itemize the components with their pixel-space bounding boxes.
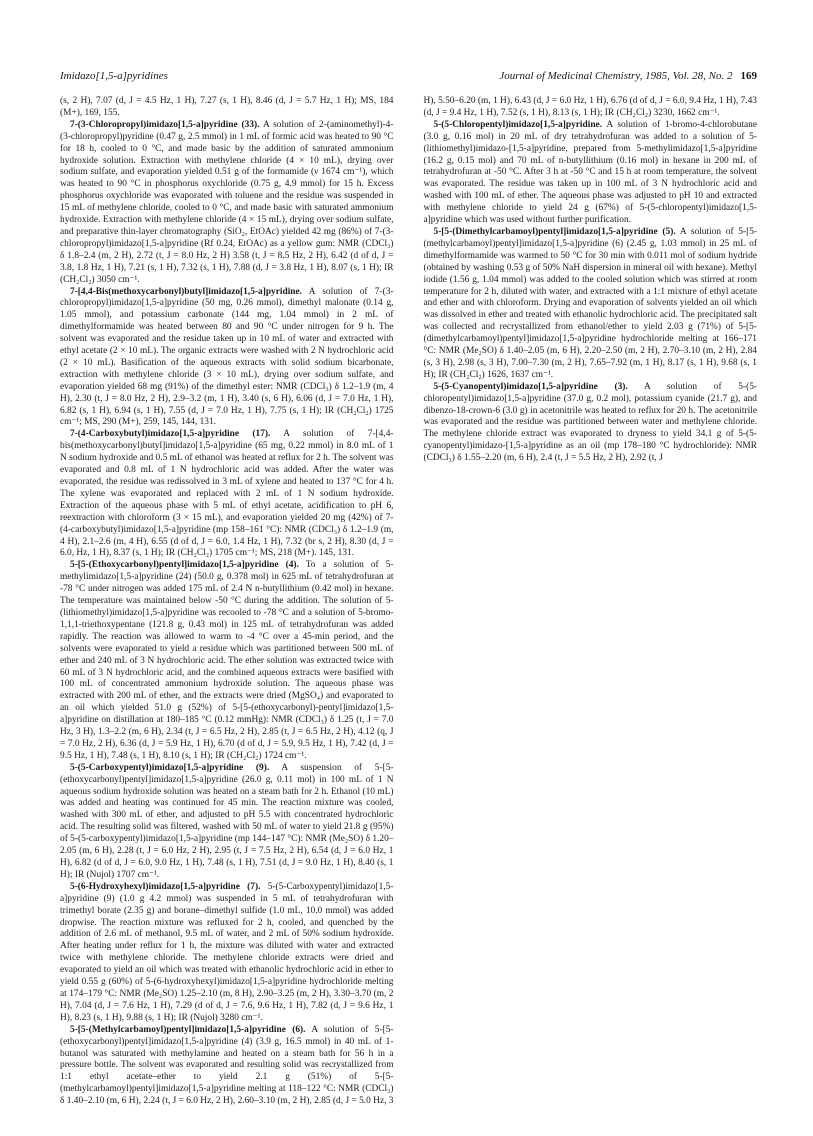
paragraph-text: A solution of 7-[4,4-bis(methoxycarbonyl)butyl]imidazo[1,5-a]pyridine (65 mg, 0.22 mmol) in 8.0 mL of 1 N sodium hydroxide and 0.5 mL of ethanol was heated at reflux for 2 h. The solvent was evaporated and 0.8 mL of 1 N hydrochloric acid was added. After the water was evaporated, the residue was redissolved in 3 mL of xylene and heated to 137 °C for 4 h. The xylene was evaporated and replaced with 2 mL of 1 N sodium hydroxide. Extraction of the aqueous phase with 5 mL of ethyl acetate, acidification to pH 6, reextraction with chloroform (3 × 15 mL), and evaporation yielded 20 mg (42%) of 7-(4-carboxybutyl)imidazo[1,5-a]pyridine (mp 158–161 °C): NMR (CDCl₃) δ 1.2–1.9 (m, 4 H), 2.1–2.6 (m, 4 H), 6.55 (d of d, J = 6.0, 1.4 Hz, 1 H), 7.32 (br s, 2 H), 8.30 (d, J = 6.0, Hz, 1 H), 8.37 (s, 1 H); IR (CH₂Cl₂) 1705 cm⁻¹; MS, 218 (M+). 145, 131. [60,429,394,559]
paragraph [424,382,758,465]
compound-heading: 5-(5-Carboxypentyl)imidazo[1,5-a]pyridine (9). [70,762,270,773]
paragraph-text: A solution of 5-(5-chloropentyl)imidazo[1,5-a]pyridine (37.0 g, 0.2 mol), potassium cyanide (21.7 g), and dibenzo-18-crown-6 (3.0 g) in acetonitrile was heated to reflux for 20 h. The acetonitrile was evaporated and the residue was partitioned between water and methylene chloride. The methylene chloride extract was evaporated to dryness to yield 34.1 g of 5-(5-cyanopentyl)imidazo-[1,5-a]pyridine as an oil (mp 178–180 °C hydrochloride): NMR (CDCl₃) δ 1.55–2.20 (m, 6 H), 2.4 (t, J = 5.5 Hz, 2 H), 2.92 (t, J [423,381,757,464]
paragraph-text: A solution of 2-(aminomethyl)-4-(3-chloropropyl)pyridine (0.47 g, 2.5 mmol) in 1 mL of formic acid was heated to 90 °C for 18 h, cooled to 0 °C, and made basic by the addition of saturated ammonium hydroxide solution. Extraction with methylene chloride (4 × 10 mL), drying over sodium sulfate, and evaporation yielded 0.51 g of the formamide (ν 1674 cm⁻¹), which was heated to 90 °C in phosphorus oxychloride (0.75 g, 4.9 mmol) for 15 h. Excess phosphorus oxychloride was evaporated with toluene and the residue was suspended in 15 mL of methylene chloride, cooled to 0 °C, and made basic with saturated ammonium hydroxide. Extraction with methylene chloride (4 × 15 mL), drying over sodium sulfate, and preparative thin-layer chromatography (SiO₂, EtOAc) yielded 42 mg (86%) of 7-(3-chloropropyl)imidazo[1,5-a]pyridine (Rf 0.24, EtOAc) as a yellow gum: NMR (CDCl₃) δ 1.8–2.4 (m, 2 H), 2.72 (t, J = 8.0 Hz, 2 H) 3.58 (t, J = 8.5 Hz, 2 H), 6.42 (d of d, J = 3.8, 1.8 Hz, 1 H), 7.21 (s, 1 H), 7.32 (s, 1 H), 7.88 (d, J = 3.8 Hz, 1 H), 8.07 (s, 1 H); IR (CH₂Cl₂) 3050 cm⁻¹. [60,119,394,285]
paragraph [60,429,394,560]
paragraph-text: To a solution of 5-methylimidazo[1,5-a]pyridine (24) (50.0 g, 0.378 mol) in 625 mL of tetrahydrofuran at -78 °C under nitrogen was added 175 mL of 2.4 N n-butyllithium (0.42 mol) in hexane. The temperature was maintained below -50 °C during the addition. The solution of 5-(lithiomethyl)imidazo[1,5-a]pyridine was recooled to -78 °C and a solution of 5-bromo-1,1,1-triethoxypentane (121.8 g, 0.43 mol) in 125 mL of tetrahydrofuran was added rapidly. The reaction was allowed to warm to -4 °C over a 45-min period, and the solvents were evaporated to yield a residue which was partitioned between 500 mL of ether and 240 mL of 3 N hydrochloric acid. The ether solution was extracted twice with 60 mL of 3 N hydrochloric acid, and the combined aqueous extracts were basified with 100 mL of concentrated ammonium hydroxide solution. The aqueous phase was extracted with 200 mL of ether, and the extracts were dried (MgSO₄) and evaporated to an oil which yielded 51.0 g (52%) of 5-[5-(ethoxycarbonyl)-pentyl]imidazo[1,5-a]pyridine on distillation at 180–185 °C (0.12 mmHg): NMR (CDCl₃) δ 1.25 (t, J = 7.0 Hz, 3 H), 1.3–2.2 (m, 6 H), 2.34 (t, J = 6.5 Hz, 2 H), 2.85 (t, J = 6.5 Hz, 2 H), 4.12 (q, J = 7.0 Hz, 2 H), 6.36 (d, J = 5.9 Hz, 1 H), 6.70 (d of d, J = 5.9, 9.5 Hz, 1 H), 7.42 (d, J = 9.5 Hz, 1 H), 7.48 (s, 1 H), 8.10 (s, 1 H); IR (CH₂Cl₂) 1724 cm⁻¹. [60,560,394,761]
paragraph-text: (s, 2 H), 7.07 (d, J = 4.5 Hz, 1 H), 7.27 (s, 1 H), 8.46 (d, J = 5.7 Hz, 1 H); MS, 184 (M+), 169, 155. [60,96,394,118]
compound-heading: 5-[5-(Methylcarbamoyl)pentyl]imidazo[1,5-a]pyridine (6). [70,1024,306,1035]
paragraph-text: 5-(5-Carboxypentyl)imidazo[1,5-a]pyridine (9) (1.0 g 4.2 mmol) was suspended in 5 mL of tetrahydrofuran with trimethyl borate (2.35 g) and borane–dimethyl sulfide (1.0 mL, 10.0 mmol) was added dropwise. The reaction mixture was refluxed for 2 h, cooled, and quenched by the addition of 2.6 mL of methanol, 9.5 mL of water, and 2 mL of 50% sodium hydroxide. After heating under reflux for 1 h, the mixture was diluted with water and extracted twice with methylene chloride. The methylene chloride extracts were dried and evaporated to yield an oil which was treated with ethanolic hydrochloric acid in ether to yield 0.55 g (60%) of 5-(6-hydroxyhexyl)imidazo[1,5-a]pyridine hydrochloride melting at 174–179 °C: NMR (Me₂SO) 1.25–2.10 (m, 8 H), 2.90–3.25 (m, 2 H), 3.30–3.70 (m, 2 H), 7.04 (d, J = 7.6 Hz, 1 H), 7.29 (d of d, J = 7.6, 9.6 Hz, 1 H), 7.82 (d, J = 9.6 Hz, 1 H), 8.23 (s, 1 H), 9.88 (s, 1 H); IR (Nujol) 3280 cm⁻¹. [60,881,394,1023]
paragraph [60,96,394,120]
compound-heading: 5-[5-(Ethoxycarbonyl)pentyl]imidazo[1,5-a]pyridine (4). [70,560,299,571]
compound-heading: 7-(4-Carboxybutyl)imidazo[1,5-a]pyridine (17). [70,429,271,440]
paragraph [60,763,394,882]
paragraph-text: A solution of 5-[5-(methylcarbamoyl)pentyl]imidazo[1,5-a]pyridine (6) (2.45 g, 1.03 mmol) in 25 mL of dimethylformamide was warmed to 50 °C for 30 min with 0.011 mol of sodium hydride (obtained by washing 0.53 g of 50% NaH dispersion in mineral oil with hexane). Methyl iodide (1.56 g, 1.04 mmol) was added to the cooled solution which was stirred at room temperature for 2 h, diluted with water, and extracted with a 1:1 mixture of ethyl acetate and ether and with chloroform. Drying and evaporation of solvents yielded an oil which was dissolved in ether and treated with ethanolic hydrochloric acid. The precipitated salt was collected and recrystallized from ethanol/ether to yield 2.03 g (71%) of 5-[5-(dimethylcarbamoyl)pentyl]imidazo[1,5-a]pyridine hydrochloride melting at 166–171 °C: NMR (Me₂SO) δ 1.40–2.05 (m, 6 H), 2.20–2.50 (m, 2 H), 2.70–3.10 (m, 2 H), 2.84 (s, 3 H), 2.98 (s, 3 H), 7.00–7.30 (m, 2 H), 7.65–7.92 (m, 1 H), 8.17 (s, 1 H), 9.68 (s, 1 H); IR (CH₂Cl₂) 1626, 1637 cm⁻¹. [423,226,757,380]
paragraph [60,120,394,287]
paragraph [424,227,758,382]
compound-heading: 5-(5-Cyanopentyl)imidazo[1,5-a]pyridine (3). [433,381,628,392]
running-head-title: Imidazo[1,5-a]pyridines [60,70,168,82]
page-number: 169 [740,70,757,82]
running-head-journal [499,70,757,82]
paragraph-text: A solution of 7-(3-chloropropyl)imidazo[1,5-a]pyridine (50 mg, 0.26 mmol), dimethyl malonate (0.14 g, 1.05 mmol), and potassium carbonate (144 mg, 1.04 mmol) in 2 mL of dimethylformamide was heated between 80 and 90 °C under nitrogen for 9 h. The solvent was evaporated and the residue taken up in 10 mL of water and extracted with ethyl acetate (2 × 10 mL). The organic extracts were washed with 2 N hydrochloric acid (2 × 10 mL). Basification of the aqueous extracts with solid sodium bicarbonate, extraction with methylene chloride (3 × 10 mL), drying over sodium sulfate, and evaporation yielded 68 mg (91%) of the dimethyl ester: NMR (CDCl₃) δ 1.2–1.9 (m, 4 H), 2.30 (t, J = 8.0 Hz, 2 H), 2.9–3.2 (m, 1 H), 3.40 (s, 6 H), 6.06 (d, J = 7.0 Hz, 1 H), 6.82 (s, 1 H), 6.94 (s, 1 H), 7.55 (d, J = 7.0 Hz, 1 H), 7.75 (s, 1 H); IR (CH₂Cl₂) 1725 cm⁻¹; MS, 290 (M+), 259, 145, 144, 131. [60,286,394,428]
paragraph [60,882,394,1025]
paragraph-text: A solution of 5-[5-(ethoxycarbonyl)pentyl]imidazo[1,5-a]pyridine (4) (3.9 g, 16.5 mmol) in 40 mL of 1-butanol was saturated with methylamine and heated on a steam bath for 56 h in a pressure bottle. The solvent was evaporated and resulting solid was recrystallized from 1:1 ethyl acetate–ether to yield 2.1 g (51%) of 5-[5-(methylcarbamoyl)pentyl]imidazo[1,5-a]pyridine melting at 118–122 °C: NMR (CDCl₃) δ 1.40–2.10 (m, 6 H), 2.24 (t, J = 6.0 Hz, 2 H), 2.60–3.10 (m, 2 H), 2.85 (d, J = 5.0 Hz, 3 H), 5.50–6.20 (m, 1 H), 6.43 (d, J = 6.0 Hz, 1 H), 6.76 (d of d, J = 6.0, 9.4 Hz, 1 H), 7.43 (d, J = 9.4 Hz, 1 H), 7.52 (s, 1 H), 8.13 (s, 1 H); IR (CH₂Cl₂) 3230, 1662 cm⁻¹. [60,96,757,1107]
paragraph-text: A suspension of 5-[5-(ethoxycarbonyl)pentyl]imidazo[1,5-a]pyridine (26.0 g, 0.11 mol) in 100 mL of 1 N aqueous sodium hydroxide solution was heated on a steam bath for 2 h. Ethanol (10 mL) was added and heating was continued for 45 min. The reaction mixture was cooled, washed with 300 mL of ether, and adjusted to pH 5.5 with concentrated hydrochloric acid. The resulting solid was filtered, washed with 50 mL of water to yield 21.8 g (95%) of 5-(5-carboxypentyl)imidazo[1,5-a]pyridine (mp 144–147 °C): NMR (Me₂SO) δ 1.20–2.05 (m, 6 H), 2.28 (t, J = 6.0 Hz, 2 H), 2.95 (t, J = 7.5 Hz, 2 H), 6.54 (d, J = 6.0 Hz, 1 H), 6.82 (d of d, J = 6.0, 9.0 Hz, 1 H), 7.48 (s, 1 H), 7.51 (d, J = 9.0 Hz, 1 H), 8.40 (s, 1 H); IR (Nujol) 1707 cm⁻¹. [60,762,394,880]
paragraph [424,120,758,227]
journal-citation: Journal of Medicinal Chemistry, 1985, Vol. 28, No. 2 [499,70,733,82]
running-head [60,70,757,84]
body-text [60,96,757,1114]
compound-heading: 5-[5-(Dimethylcarbamoyl)pentyl]imidazo[1,5-a]pyridine (5). [433,226,676,237]
paragraph [60,560,394,762]
paragraph-text: A solution of 1-bromo-4-chlorobutane (3.0 g, 0.16 mol) in 20 mL of dry tetrahydrofuran was added to a solution of 5-(lithiomethyl)imidazo-[1,5-a]pyridine, prepared from 5-methylimidazo[1,5-a]pyridine (16.2 g, 0.15 mol) and 70 mL of n-butyllithium (0.16 mol) in hexane in 200 mL of tetrahydrofuran at -50 °C. After 3 h at -50 °C and 15 h at room temperature, the solvent was evaporated. The residue was taken up in 100 mL of 3 N hydrochloric acid and washed with 100 mL of ether. The aqueous phase was adjusted to pH 10 and extracted with methylene chloride to yield 24 g (67%) of 5-(5-chloropentyl)imidazo[1,5-a]pyridine which was used without further purification. [423,119,757,226]
compound-heading: 5-(5-Chloropentyl)imidazo[1,5-a]pyridine. [433,119,603,130]
compound-heading: 7-[4,4-Bis(methoxycarbonyl)butyl]imidazo[1,5-a]pyridine. [70,286,303,297]
paragraph [60,287,394,430]
compound-heading: 5-(6-Hydroxyhexyl)imidazo[1,5-a]pyridine (7). [70,881,261,892]
compound-heading: 7-(3-Chloropropyl)imidazo[1,5-a]pyridine (33). [70,119,260,130]
